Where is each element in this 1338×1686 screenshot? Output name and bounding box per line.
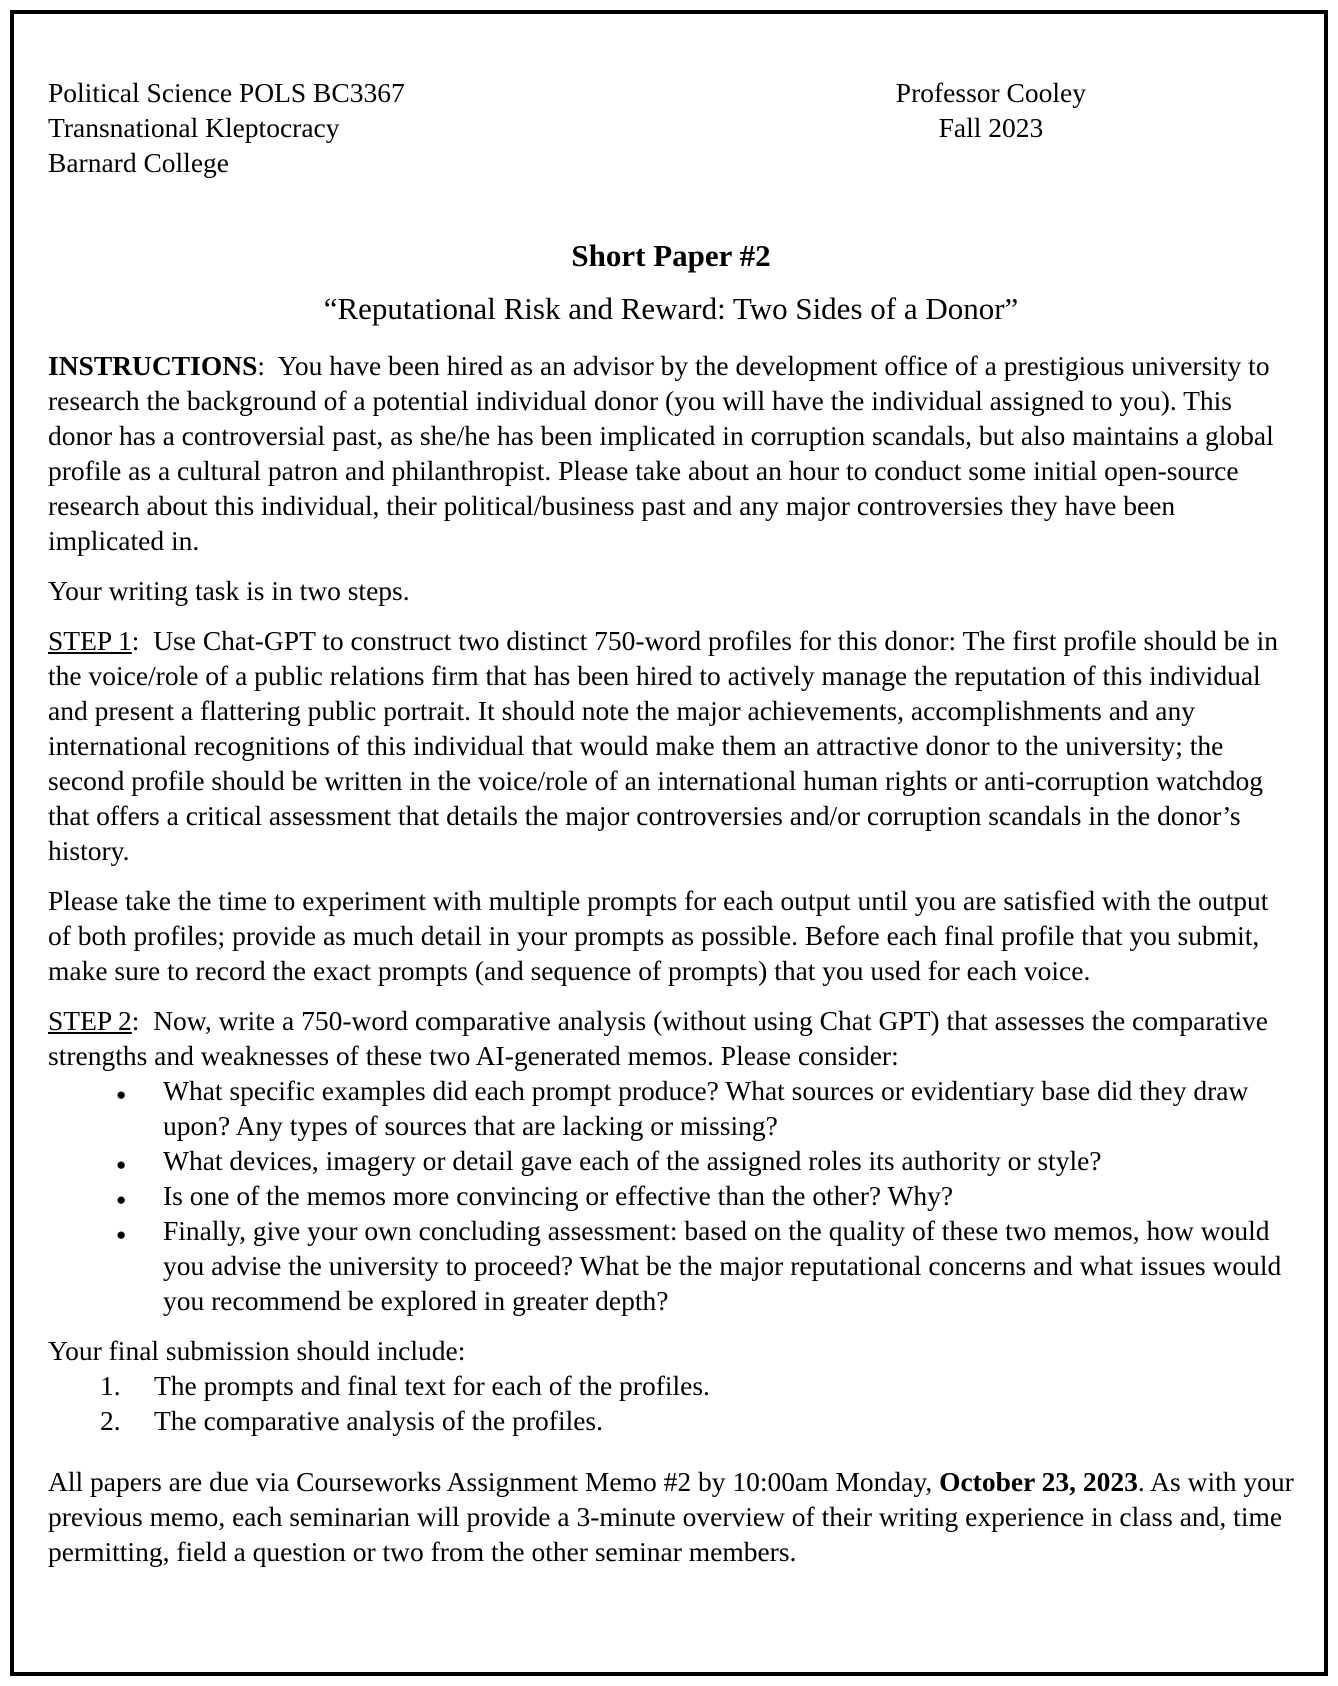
- institution-name: Barnard College: [48, 147, 229, 178]
- submission-list: [48, 1368, 1294, 1438]
- list-item: The comparative analysis of the profiles.: [154, 1405, 604, 1436]
- prompt-note-paragraph: Please take the time to experiment with multiple prompts for each output until you are satisfied with the output of both profiles; provide as much detail in your prompts as possible. Before each final profile that you submit, make sure to record the exact prompts (and sequence of prompts) that you used for each voice.: [48, 885, 1276, 986]
- instructions-separator: :: [257, 350, 278, 381]
- instructor-info: [896, 75, 1086, 180]
- professor-name: Professor Cooley: [895, 77, 1086, 108]
- step1-paragraph: [48, 623, 1294, 868]
- submission-intro: Your final submission should include:: [48, 1335, 466, 1366]
- instructions-body: You have been hired as an advisor by the development office of a prestigious university to research the background of a potential individual donor (you will have the individual assigned to you). This donor has a controversial past, as she/he has been implicated in corruption scandals, but also maintains a global profile as a cultural patron and philanthropist. Please take about an hour to conduct some initial open-source research about this individual, their political/business past and any major controversies they have been implicated in.: [48, 350, 1281, 556]
- paper-title: Short Paper #2: [571, 238, 771, 273]
- list-item: The prompts and final text for each of the profiles.: [154, 1370, 710, 1401]
- step1-label: STEP 1: [48, 625, 132, 656]
- bullet-item: ● Is one of the memos more convincing or effective than the other? Why?: [163, 1178, 1294, 1213]
- bullet-item: ● What devices, imagery or detail gave each of the assigned roles its authority or style?: [163, 1143, 1294, 1178]
- bullet-item: ● What specific examples did each prompt produce? What sources or evidentiary base did they draw upon? Any types of sources that are lacking or missing?: [163, 1073, 1294, 1143]
- course-title: Transnational Kleptocracy: [48, 112, 340, 143]
- document-header: [48, 75, 1294, 180]
- step2-body: Now, write a 750-word comparative analysis (without using Chat GPT) that assesses the comparative strengths and weaknesses of these two AI-generated memos. Please consider:: [48, 1005, 1275, 1071]
- course-number: Political Science POLS BC3367: [48, 77, 405, 108]
- due-post: . As with your previous memo, each seminarian will provide a 3-minute overview of their writing experience in class and, time permitting, field a question or two from the other seminar members.: [48, 1466, 1301, 1567]
- step2-paragraph: [48, 1003, 1294, 1073]
- step2-separator: :: [131, 1005, 154, 1036]
- paper-subtitle: “Reputational Risk and Reward: Two Sides of a Donor”: [323, 291, 1019, 326]
- step1-separator: :: [131, 625, 154, 656]
- due-pre: All papers are due via Courseworks Assignment Memo #2 by 10:00am Monday,: [48, 1466, 940, 1497]
- due-date: October 23, 2023: [939, 1466, 1138, 1497]
- semester: Fall 2023: [938, 112, 1044, 143]
- instructions-paragraph: [48, 348, 1294, 558]
- task-note: Your writing task is in two steps.: [48, 575, 410, 606]
- bullet-item: ● Finally, give your own concluding assessment: based on the quality of these two memos, how would you advise the university to proceed? What be the major reputational concerns and what issues would you recommend be explored in greater depth?: [163, 1213, 1294, 1318]
- step2-label: STEP 2: [48, 1005, 132, 1036]
- step2-bullet-list: [48, 1073, 1294, 1318]
- course-info: [48, 75, 405, 180]
- instructions-label: INSTRUCTIONS: [48, 350, 258, 381]
- step1-body: Use Chat-GPT to construct two distinct 750-word profiles for this donor: The first profile should be in the voice/role of a public relations firm that has been hired to actively manage the reputation of this individual and present a flattering public portrait. It should note the major achievements, accomplishments and any international recognitions of this individual that would make them an attractive donor to the university; the second profile should be written in the voice/role of an international human rights or anti-corruption watchdog that offers a critical assessment that details the major controversies and/or corruption scandals in the donor’s history.: [48, 625, 1285, 866]
- due-paragraph: [48, 1464, 1301, 1569]
- document-border: [10, 10, 1328, 1676]
